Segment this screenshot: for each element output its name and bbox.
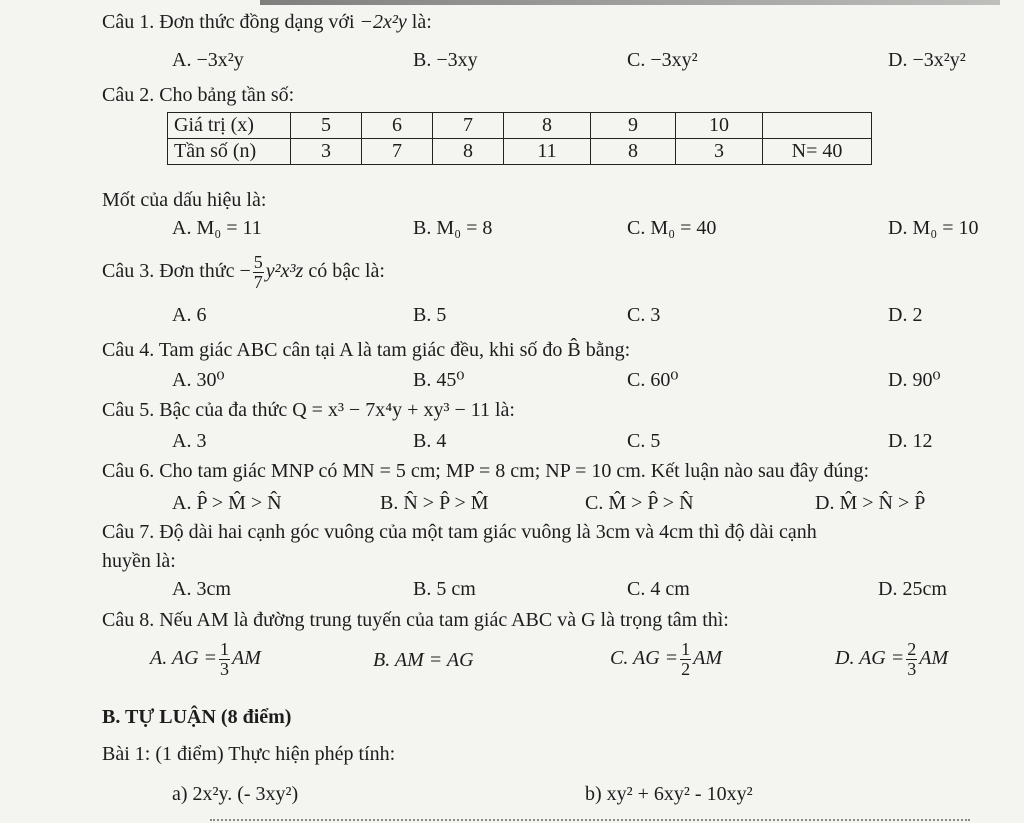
q1-text: Câu 1. Đơn thức đồng dạng với — [102, 11, 355, 33]
q1-option-b[interactable]: B. −3xy — [413, 49, 478, 71]
question-7-title-line1: Câu 7. Độ dài hai cạnh góc vuông của một tam giác vuông là 3cm và 4cm thì độ dài cạnh — [102, 521, 817, 543]
table-cell: 7 — [433, 113, 504, 139]
q6-option-c[interactable]: C. M̂ > P̂ > N̂ — [585, 492, 694, 514]
q2-option-c[interactable]: C. M₀ = 40 — [627, 217, 717, 239]
q5-option-d[interactable]: D. 12 — [888, 430, 933, 452]
q4-option-b[interactable]: B. 45⁰ — [413, 369, 465, 391]
q3-option-a[interactable]: A. 6 — [172, 304, 207, 326]
question-5-title: Câu 5. Bậc của đa thức Q = x³ − 7x⁴y + xy³ − 11 là: — [102, 399, 515, 421]
q2-question: Mốt của dấu hiệu là: — [102, 189, 267, 211]
bai-1-title: Bài 1: (1 điểm) Thực hiện phép tính: — [102, 743, 396, 765]
table-cell — [763, 113, 872, 139]
question-3-title: Câu 3. Đơn thức − $\frac{5}{7}$ y²x³z có bậc là: — [102, 252, 385, 292]
q7-option-b[interactable]: B. 5 cm — [413, 578, 476, 600]
bai-1-part-a[interactable]: a) 2x²y. (- 3xy²) — [172, 783, 299, 805]
table-cell: 5 — [291, 113, 362, 139]
frequency-table — [167, 112, 872, 165]
q3-tail: có bậc là: — [308, 259, 385, 282]
q6-option-a[interactable]: A. P̂ > M̂ > N̂ — [172, 492, 282, 514]
table-row-frequencies — [168, 139, 872, 165]
table-cell: Giá trị (x) — [168, 113, 291, 139]
table-cell: 3 — [676, 139, 763, 165]
table-row-values — [168, 113, 872, 139]
table-cell: 11 — [504, 139, 591, 165]
q8-option-c[interactable]: C. AG = $\frac{1}{2}$ AM — [610, 639, 723, 679]
q2-option-b[interactable]: B. M₀ = 8 — [413, 217, 493, 239]
question-2-title: Câu 2. Cho bảng tần số: — [102, 84, 295, 106]
table-cell: 6 — [362, 113, 433, 139]
table-cell: 8 — [433, 139, 504, 165]
q8-c-fraction: $\frac{1}{2}$ — [681, 639, 691, 679]
q3-option-d[interactable]: D. 2 — [888, 304, 923, 326]
q7-option-c[interactable]: C. 4 cm — [627, 578, 690, 600]
q3-text: Câu 3. Đơn thức — [102, 259, 235, 282]
q4-option-d[interactable]: D. 90⁰ — [888, 369, 941, 391]
question-1-title — [102, 12, 432, 32]
table-cell: 7 — [362, 139, 433, 165]
q3-option-c[interactable]: C. 3 — [627, 304, 661, 326]
q5-option-a[interactable]: A. 3 — [172, 430, 207, 452]
cropped-header-text — [260, 0, 1000, 5]
bai-1-part-b[interactable]: b) xy² + 6xy² - 10xy² — [585, 783, 753, 805]
question-4-title: Câu 4. Tam giác ABC cân tại A là tam giác đều, khi số đo B̂ bằng: — [102, 339, 631, 361]
q6-option-b[interactable]: B. N̂ > P̂ > M̂ — [380, 492, 489, 514]
q4-option-a[interactable]: A. 30⁰ — [172, 369, 225, 391]
question-7-title-line2: huyền là: — [102, 550, 176, 572]
q1-tail: là: — [411, 11, 432, 33]
q5-option-b[interactable]: B. 4 — [413, 430, 447, 452]
question-8-title: Câu 8. Nếu AM là đường trung tuyến của tam giác ABC và G là trọng tâm thì: — [102, 609, 729, 631]
section-b-title: B. TỰ LUẬN (8 điểm) — [102, 706, 292, 728]
q8-option-d[interactable]: D. AG = $\frac{2}{3}$ AM — [835, 639, 949, 679]
q8-option-a[interactable]: A. AG = $\frac{1}{3}$ AM — [150, 639, 261, 679]
dotted-answer-line — [210, 816, 970, 821]
table-cell: 3 — [291, 139, 362, 165]
table-cell: 9 — [591, 113, 676, 139]
q1-option-a[interactable]: A. −3x²y — [172, 49, 244, 71]
table-cell: 8 — [504, 113, 591, 139]
q1-option-c[interactable]: C. −3xy² — [627, 49, 698, 71]
q7-option-a[interactable]: A. 3cm — [172, 578, 231, 600]
q7-option-d[interactable]: D. 25cm — [878, 578, 947, 600]
table-cell: N= 40 — [763, 139, 872, 165]
question-6-title: Câu 6. Cho tam giác MNP có MN = 5 cm; MP = 8 cm; NP = 10 cm. Kết luận nào sau đây đúng: — [102, 460, 870, 482]
table-cell: 10 — [676, 113, 763, 139]
q8-a-fraction: $\frac{1}{3}$ — [220, 639, 230, 679]
q4-option-c[interactable]: C. 60⁰ — [627, 369, 679, 391]
q8-d-fraction: $\frac{2}{3}$ — [907, 639, 917, 679]
q3-expr: y²x³z — [265, 259, 304, 282]
q3-fraction: $\frac{5}{7}$ — [253, 252, 263, 292]
q6-option-d[interactable]: D. M̂ > N̂ > P̂ — [815, 492, 926, 514]
q3-option-b[interactable]: B. 5 — [413, 304, 447, 326]
q8-option-b[interactable]: B. AM = AG — [373, 649, 474, 671]
q5-option-c[interactable]: C. 5 — [627, 430, 661, 452]
table-cell: 8 — [591, 139, 676, 165]
q1-expr: −2x²y — [359, 11, 407, 33]
table-cell: Tần số (n) — [168, 139, 291, 165]
q2-option-d[interactable]: D. M₀ = 10 — [888, 217, 979, 239]
q2-option-a[interactable]: A. M₀ = 11 — [172, 217, 262, 239]
q1-option-d[interactable]: D. −3x²y² — [888, 49, 966, 71]
